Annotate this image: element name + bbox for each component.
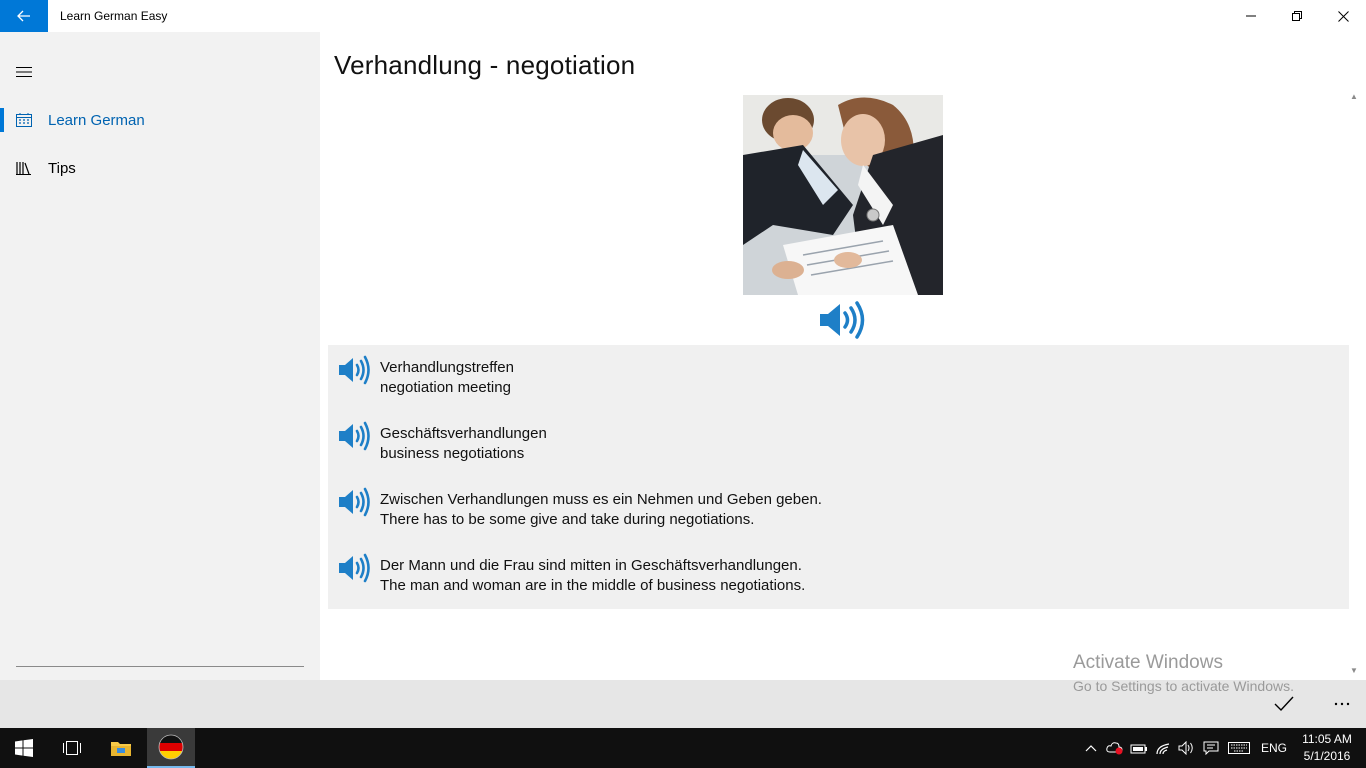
clock-date: 5/1/2016 — [1303, 749, 1351, 763]
nav-item-learn-german[interactable] — [0, 100, 320, 140]
business-meeting-photo — [743, 95, 943, 295]
hamburger-icon — [16, 66, 32, 78]
start-button[interactable] — [0, 728, 48, 768]
speaker-icon[interactable] — [338, 553, 372, 583]
sync-error-icon[interactable] — [1106, 740, 1124, 756]
minimize-button[interactable] — [1228, 0, 1274, 32]
phrase-item — [328, 477, 1349, 543]
phrase-item — [328, 543, 1349, 609]
german-phrase: Zwischen Verhandlungen muss es ein Nehmen und Geben geben. — [380, 491, 822, 508]
english-translation: The man and woman are in the middle of business negotiations. — [380, 577, 806, 594]
back-button[interactable] — [0, 0, 48, 32]
task-view-icon — [62, 740, 82, 756]
german-flag-icon — [158, 734, 184, 760]
restore-button[interactable] — [1274, 0, 1320, 32]
folder-icon — [110, 739, 132, 757]
german-phrase: Verhandlungstreffen — [380, 359, 514, 376]
selection-indicator — [0, 108, 4, 132]
english-translation: There has to be some give and take during negotiations. — [380, 511, 755, 528]
clock-time: 11:05 AM — [1302, 732, 1352, 746]
back-arrow-icon — [17, 10, 31, 22]
scroll-down-arrow-icon[interactable]: ▼ — [1350, 666, 1358, 675]
file-explorer-button[interactable] — [97, 728, 145, 768]
task-view-button[interactable] — [48, 728, 96, 768]
minimize-icon — [1246, 11, 1256, 21]
nav-item-label: Tips — [48, 159, 76, 177]
learn-german-taskbar-button[interactable] — [147, 728, 195, 768]
hamburger-button[interactable] — [0, 56, 48, 88]
touch-keyboard-icon[interactable] — [1227, 740, 1251, 756]
scroll-up-arrow-icon[interactable]: ▲ — [1350, 92, 1358, 101]
play-word-button[interactable] — [816, 298, 870, 342]
checkmark-icon — [1274, 696, 1294, 712]
battery-icon[interactable] — [1130, 740, 1148, 756]
german-phrase: Geschäftsverhandlungen — [380, 425, 547, 442]
vertical-scrollbar[interactable] — [1349, 92, 1359, 676]
watermark-subtitle: Go to Settings to activate Windows. — [1073, 678, 1294, 694]
close-button[interactable] — [1320, 0, 1366, 32]
activation-watermark — [1073, 652, 1294, 694]
speaker-icon[interactable] — [338, 355, 372, 385]
show-hidden-icons-icon[interactable] — [1082, 740, 1100, 756]
restore-icon — [1292, 11, 1302, 21]
speaker-icon[interactable] — [338, 421, 372, 451]
input-language-indicator[interactable]: ENG — [1261, 741, 1288, 755]
calendar-icon — [16, 113, 32, 127]
taskbar — [0, 728, 1366, 768]
nav-item-label: Learn German — [48, 111, 145, 129]
main-content — [320, 32, 1366, 680]
app-title: Learn German Easy — [60, 9, 168, 23]
phrase-item — [328, 411, 1349, 477]
wifi-icon[interactable] — [1155, 740, 1173, 756]
volume-icon[interactable] — [1178, 740, 1196, 756]
navigation-pane — [0, 32, 320, 680]
lesson-photo — [743, 95, 943, 295]
windows-logo-icon — [15, 739, 33, 757]
english-translation: business negotiations — [380, 445, 525, 462]
page-title: Verhandlung - negotiation — [334, 50, 636, 80]
action-center-icon[interactable] — [1202, 740, 1220, 756]
more-options-button[interactable] — [1318, 680, 1366, 728]
english-translation: negotiation meeting — [380, 379, 511, 396]
nav-item-tips[interactable] — [0, 148, 320, 188]
library-icon — [16, 161, 32, 175]
title-bar — [0, 0, 1366, 32]
phrase-list — [328, 345, 1349, 609]
phrase-item — [328, 345, 1349, 411]
sidebar-divider — [16, 666, 304, 667]
watermark-title: Activate Windows — [1073, 652, 1223, 673]
clock[interactable] — [1296, 731, 1358, 765]
speaker-icon — [818, 300, 868, 340]
german-phrase: Der Mann und die Frau sind mitten in Geschäftsverhandlungen. — [380, 557, 802, 574]
close-icon — [1338, 11, 1349, 22]
more-icon — [1334, 702, 1350, 706]
speaker-icon[interactable] — [338, 487, 372, 517]
